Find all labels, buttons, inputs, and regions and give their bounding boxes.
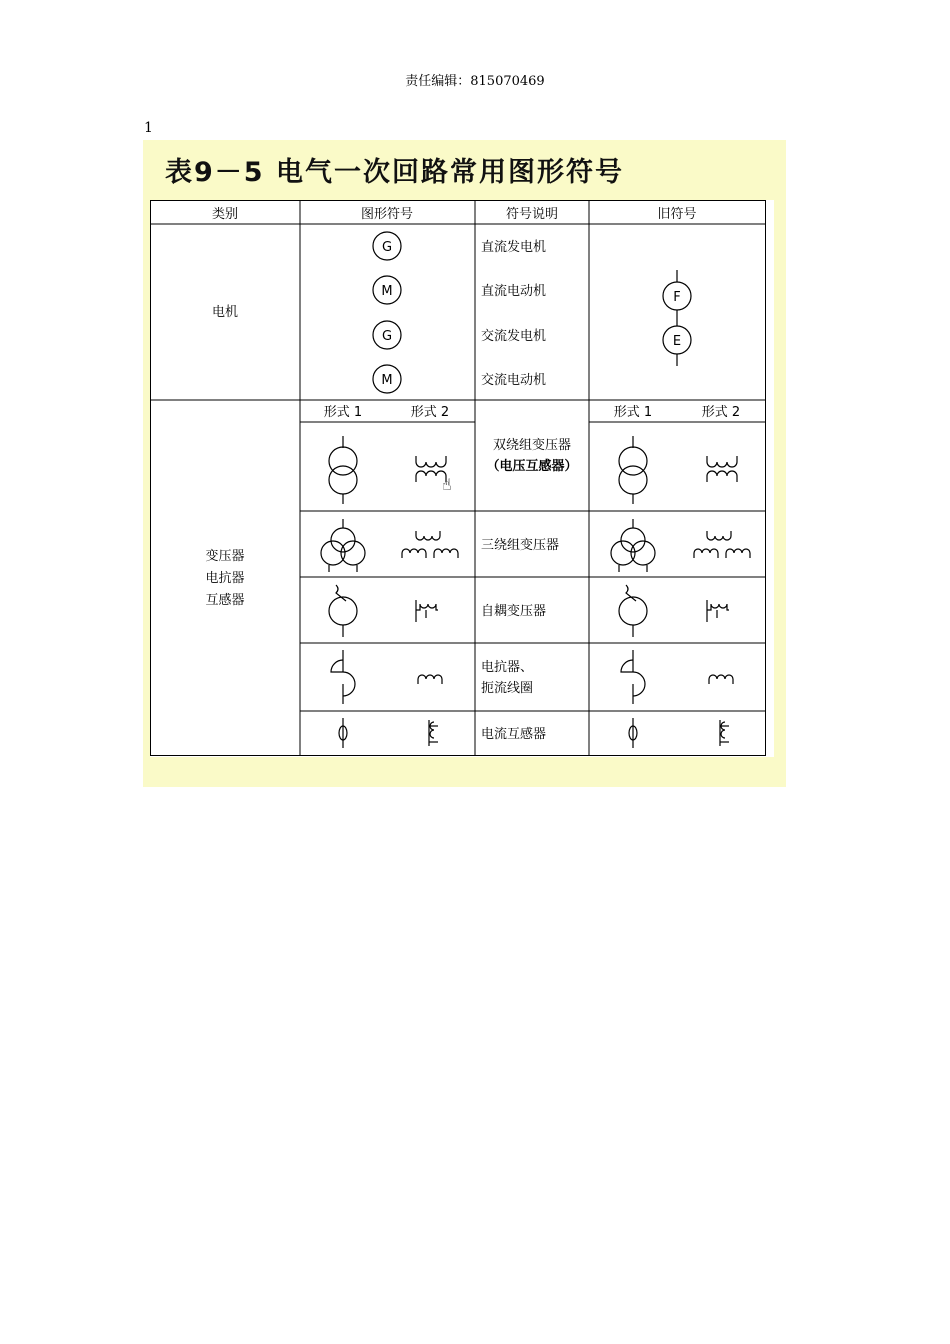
desc-reactor: 电抗器、 bbox=[481, 660, 534, 675]
current-transformer-icon bbox=[339, 718, 347, 748]
autotransformer-icon bbox=[329, 585, 357, 637]
category-transformer-3: 互感器 bbox=[205, 593, 245, 608]
old-current-transformer-coil-icon bbox=[720, 720, 729, 746]
subheader-form1: 形式 1 bbox=[323, 405, 363, 420]
two-winding-transformer-icon bbox=[329, 436, 357, 504]
category-motor: 电机 bbox=[211, 305, 239, 320]
col-header-description: 符号说明 bbox=[505, 207, 559, 222]
old-letter-2: E bbox=[672, 334, 682, 349]
reactor-icon bbox=[331, 650, 355, 704]
three-winding-transformer-icon bbox=[321, 519, 365, 572]
motor-letter-3: G bbox=[381, 329, 393, 344]
motor-symbols bbox=[373, 232, 401, 393]
old-reactor-icon bbox=[621, 650, 645, 704]
motor-desc-3: 交流发电机 bbox=[481, 329, 547, 344]
motor-desc-2: 直流电动机 bbox=[481, 284, 547, 299]
table-grid bbox=[150, 200, 766, 756]
symbol-table-drawing bbox=[150, 200, 774, 757]
page-header: 责任编辑：815070469 bbox=[405, 74, 545, 89]
hand-cursor-icon: ☝ bbox=[442, 475, 452, 494]
three-winding-coil-icon bbox=[402, 531, 458, 558]
figure-panel bbox=[143, 140, 786, 787]
col-header-old-symbol: 旧符号 bbox=[657, 207, 697, 222]
old-two-winding-coil-icon bbox=[707, 456, 737, 482]
motor-letter-4: M bbox=[381, 373, 393, 388]
desc-voltage-transformer: （电压互感器） bbox=[486, 459, 578, 474]
old-three-winding-transformer-icon bbox=[611, 519, 655, 572]
motor-letter-2: M bbox=[381, 284, 393, 299]
old-autotransformer-coil-icon bbox=[707, 600, 729, 622]
old-two-winding-transformer-icon bbox=[619, 436, 647, 504]
col-header-category: 类别 bbox=[211, 207, 239, 222]
old-three-winding-coil-icon bbox=[694, 531, 750, 558]
transformer-symbols bbox=[321, 436, 750, 748]
desc-two-winding: 双绕组变压器 bbox=[492, 438, 572, 453]
old-reactor-coil-icon bbox=[709, 675, 733, 684]
motor-desc-4: 交流电动机 bbox=[481, 373, 547, 388]
old-autotransformer-icon bbox=[619, 585, 647, 637]
motor-letter-1: G bbox=[381, 240, 393, 255]
current-transformer-coil-icon bbox=[429, 720, 438, 746]
page-number: 1 bbox=[144, 120, 153, 136]
category-transformer-2: 电抗器 bbox=[205, 571, 245, 586]
col-header-symbol: 图形符号 bbox=[360, 207, 414, 222]
old-current-transformer-icon bbox=[629, 718, 637, 748]
autotransformer-coil-icon bbox=[416, 600, 438, 622]
desc-three-winding: 三绕组变压器 bbox=[481, 538, 560, 553]
old-letter-1: F bbox=[673, 290, 681, 305]
category-transformer-1: 变压器 bbox=[205, 549, 245, 564]
desc-current-transformer: 电流互感器 bbox=[481, 727, 547, 742]
old-subheader-form1: 形式 1 bbox=[613, 405, 653, 420]
desc-choke: 扼流线圈 bbox=[481, 681, 534, 696]
figure-title: 表9－5 电气一次回路常用图形符号 bbox=[165, 157, 624, 188]
symbol-table bbox=[150, 200, 774, 757]
desc-autotransformer: 自耦变压器 bbox=[481, 604, 547, 619]
old-machine-icon bbox=[663, 270, 691, 366]
reactor-coil-icon bbox=[418, 675, 442, 684]
subheader-form2: 形式 2 bbox=[410, 405, 450, 420]
old-subheader-form2: 形式 2 bbox=[701, 405, 741, 420]
motor-desc-1: 直流发电机 bbox=[481, 240, 547, 255]
